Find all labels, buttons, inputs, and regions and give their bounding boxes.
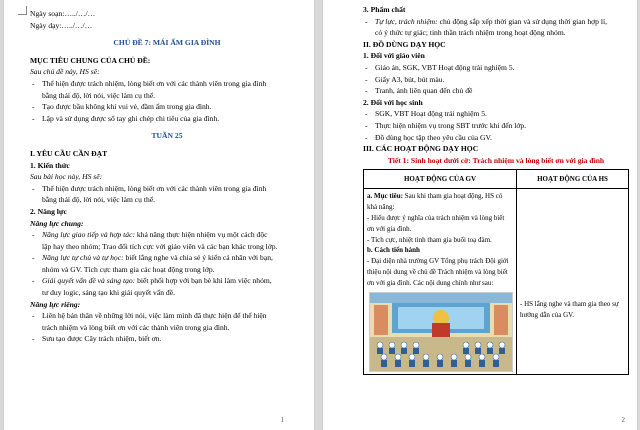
tiet-heading: Tiết 1: Sinh hoạt dưới cờ: Trách nhiệm và lòng biết ơn với gia đình — [387, 155, 605, 165]
nlr-item: - Sưu tạo được Cây trách nhiệm, biết ơn. — [30, 333, 304, 345]
kien-thuc-heading: 1. Kiến thức — [30, 160, 70, 170]
nlc-item-text: biết lắng nghe và chia sẻ ý kiến cá nhân với bạn, — [123, 253, 273, 263]
nlc-item-cont: lập hay theo nhóm; Trao đổi tích cực với giáo viên và các bạn khác trong lớp. — [42, 241, 278, 251]
hoat-dong-heading: III. CÁC HOẠT ĐỘNG DẠY HỌC — [363, 144, 479, 154]
gv-line: - Tích cực, nhiệt tình tham gia buổi toạ đàm. — [367, 235, 492, 244]
pham-chat-cont: có ý thức tự giác; tinh thần trách nhiệm trong hoạt động nhóm. — [375, 28, 566, 38]
gv-line: ơn với gia đình. Các nội dung chính như sau: — [367, 278, 494, 287]
pham-chat-label: Tự lực, trách nhiệm: — [375, 16, 438, 26]
hs-activity-text: - HS lắng nghe và tham gia theo sự hướng dẫn của GV. — [520, 300, 619, 320]
chu-de-title: CHỦ ĐỀ 7: MÁI ẤM GIA ĐÌNH — [113, 38, 221, 48]
gv-item: - Tranh, ảnh liên quan đến chủ đề — [363, 85, 629, 97]
gv-line: - Hiểu được ý nghĩa của trách nhiệm và lòng biết — [367, 213, 505, 222]
gv-item: - Giấy A3, bút, bút màu. — [363, 74, 629, 86]
page-number: 2 — [621, 416, 625, 424]
kien-thuc-intro: Sau bài học này, HS sẽ: — [30, 172, 103, 182]
gv-line: ơn với gia đình. — [367, 224, 412, 233]
nlc-item — [30, 229, 304, 241]
hs-item: - SGK, VBT Hoạt động trải nghiệm 5. — [363, 108, 629, 120]
do-dung-heading: II. ĐỒ DÙNG DẠY HỌC — [363, 39, 446, 49]
document-page-2 — [322, 0, 638, 430]
nlc-item-label: Giải quyết vấn đề và sáng tạo: — [42, 276, 136, 286]
ngay-day: Ngày dạy:…../…/… — [30, 20, 93, 30]
gv-item: - Giáo án, SGK, VBT Hoạt động trải nghiệm 5. — [363, 62, 629, 74]
classroom-illustration — [370, 293, 512, 371]
gv-line: - Đại diện nhà trường GV Tổng phụ trách Đội giới — [367, 257, 509, 266]
nlc-item-label: Năng lực tự chủ và tự học: — [42, 253, 124, 263]
table-header-row — [364, 170, 629, 189]
muc-tieu-item-cont: bằng thái độ, lời nói, việc làm cụ thể. — [42, 90, 156, 100]
col-header-hs: HOẠT ĐỘNG CỦA HS — [517, 170, 629, 189]
gv-line: b. Cách tiến hành — [367, 246, 420, 255]
yeu-cau-heading: I. YÊU CẦU CẦN ĐẠT — [30, 148, 108, 158]
nlc-item-cont: nhóm và GV. Tích cực tham gia các hoạt động trong lớp. — [42, 264, 215, 274]
table-row — [364, 189, 629, 375]
nang-luc-rieng-heading: Năng lực riêng: — [30, 299, 81, 309]
nlc-item — [30, 252, 304, 264]
hs-item: - Đồ dùng học tập theo yêu cầu của GV. — [363, 132, 629, 144]
kien-thuc-item-cont: bằng thái độ, lời nói, việc làm cụ thể. — [42, 195, 156, 205]
muc-tieu-item: - Tạo được bầu không khí vui vẻ, đầm ấm trong gia đình. — [30, 101, 304, 113]
nlc-item-text: khả năng thực hiện nhiệm vụ một cách độc — [134, 230, 268, 240]
gv-line: khả năng: — [367, 203, 395, 212]
hs-heading: 2. Đối với học sinh — [363, 97, 423, 107]
gv-line: thiệu nội dung về chủ đề Trách nhiệm và lòng biết — [367, 267, 508, 276]
muc-tieu-item: - Thể hiện được trách nhiệm, lòng biết ơn với các thành viên trong gia đình — [30, 78, 304, 90]
gv-cell — [364, 189, 517, 375]
nlc-item-cont: tư duy logic, sáng tạo khi giải quyết vấn đề. — [42, 288, 175, 298]
col-header-gv: HOẠT ĐỘNG CỦA GV — [364, 170, 517, 189]
page-corner-mark — [18, 6, 27, 15]
nlr-item-cont: trách nhiệm và lòng biết ơn với các thành viên trong gia đình. — [42, 322, 230, 332]
pham-chat-text: chủ động sắp xếp thời gian và sử dụng thời gian hợp lí, — [437, 16, 607, 26]
muc-tieu-item: - Lập và sử dụng được sổ tay ghi chép chi tiêu của gia đình. — [30, 113, 304, 125]
pham-chat-heading: 3. Phẩm chất — [363, 5, 406, 14]
ngay-soan: Ngày soạn:…../…/… — [30, 9, 96, 18]
nlc-item-text: biết phối hợp với bạn bè khi làm việc nhóm, — [135, 276, 272, 286]
nang-luc-heading: 2. Năng lực — [30, 206, 67, 216]
pham-chat-item — [363, 16, 629, 28]
nlc-item — [30, 275, 304, 287]
nlc-item-label: Năng lực giao tiếp và hợp tác: — [42, 230, 135, 240]
hs-cell — [517, 189, 629, 375]
nlr-item: - Liên hệ bản thân về những lời nói, việc làm mình đã thực hiện để thể hiện — [30, 310, 304, 322]
document-page-1 — [3, 0, 315, 430]
gv-line: a. Mục tiêu: Sau khi tham gia hoạt động, HS có — [367, 192, 503, 201]
muc-tieu-intro: Sau chủ đề này, HS sẽ: — [30, 67, 100, 77]
classroom-photo — [369, 292, 513, 372]
kien-thuc-item: - Thể hiện được trách nhiệm, lòng biết ơn với các thành viên trong gia đình — [30, 183, 304, 195]
gv-heading: 1. Đối với giáo viên — [363, 51, 425, 61]
page-number: 1 — [280, 416, 284, 424]
tuan-title: TUẦN 25 — [151, 131, 183, 141]
hs-item: - Thực hiện nhiệm vụ trong SBT trước khi đến lớp. — [363, 120, 629, 132]
nang-luc-chung-heading: Năng lực chung: — [30, 218, 84, 228]
activity-table — [363, 169, 629, 375]
muc-tieu-heading: MỤC TIÊU CHUNG CỦA CHỦ ĐỀ: — [30, 55, 151, 65]
